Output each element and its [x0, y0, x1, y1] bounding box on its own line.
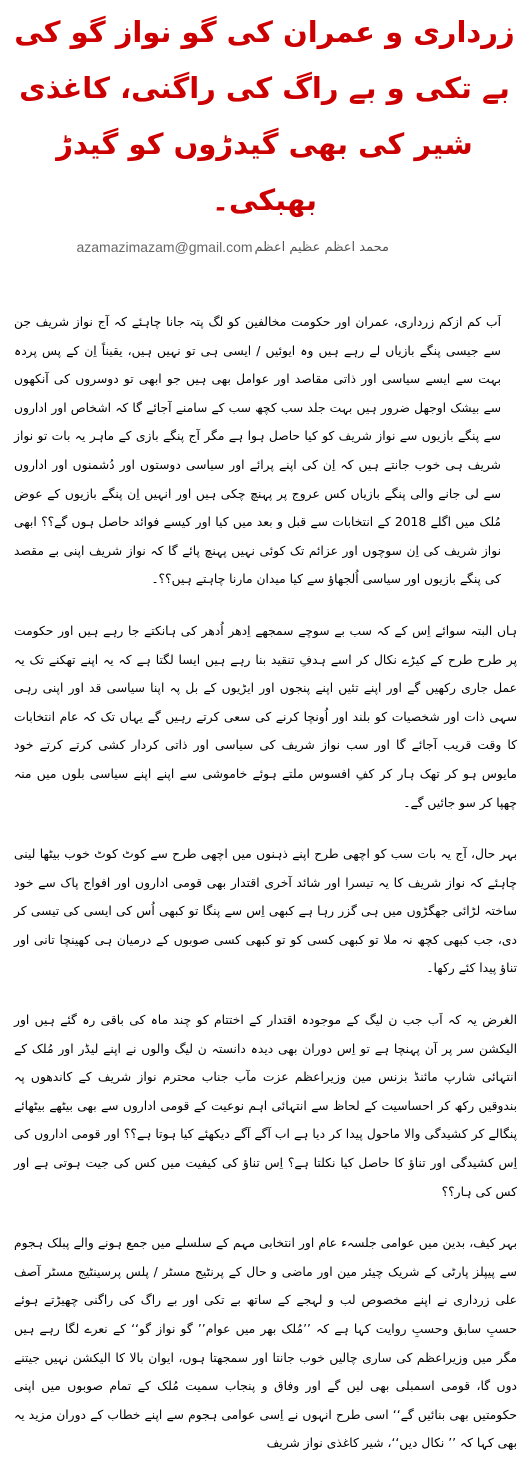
paragraph-1: اَب کم ازکم زرداری، عمران اور حکومت مخالفین کو لگ پتہ جانا چاہئے کہ آج نواز شریف جن سے جیسی پنگے بازیاں لے رہے ہیں وہ ایوئیں / ایسی ہی تو نہیں ہیں، یقیناً اِن کے پس پردہ بہت سے ایسے سیاسی اور ذاتی مقاصد اور عوامل بھی ہیں جو ابھی تو دوسروں کی آنکھوں سے بیشک اوجھل ضرور ہیں بہت جلد سب کچھ سب کے سامنے آجائے گا کہ اشخاص اور اداروں سے پنگے بازیوں سے نواز شریف کو کیا حاصل ہوا ہے مگر آج پنگے بازی کے ماہر یہ بات تو نواز شریف ہی خوب جانتے ہیں کہ اِن کی اپنے پرائے اور سیاسی دوستوں اور دُشمنوں اور اداروں سے لی جانے والی پنگے بازیاں کس عروج پر پہنچ چکی ہیں اور انہیں اِن پنگے بازیوں کے عوض مُلک میں اگلے 2018 کے انتخابات سے قبل و بعد میں کیا اور کیسے فوائد حاصل ہوں گے؟؟ ابھی نواز شریف کی اِن سوچوں اور عزائم تک کوئی نہیں پہنچ پائے گا کہ نواز شریف اپنی بے مقصد کی پنگے بازیوں اور سیاسی اُلجھاؤ سے کیا میدان مارنا چاہتے ہیں؟؟۔: [14, 315, 501, 587]
byline: [10, 232, 519, 262]
paragraph-2: ہاں البتہ سوائے اِس کے کہ سب بے سوچے سمجھے اِدھر اُدھر کی ہانکتے جا رہے ہیں اور حکومت پر طرح طرح کے کیڑے نکال کر اسے ہدفِ تنقید بنا رہے ہیں ایسا لگتا ہے کہ یہ اپنے تھکنے تک یہ عمل جاری رکھیں گے اور اپنے تئیں اپنے پنجوں اور ایڑیوں کے بل پہ اپنا سیاسی قد اور اپنی رہی سہی ذات اور شخصیات کو بلند اور اُونچا کرنے کی سعی کرتے رہیں گے یہاں تک کہ عام انتخابات کا وقت قریب آجائے گا اور سب نواز شریف کی سیاسی اور ذاتی کردار کشی کرتے کرتے خود مایوس ہو کر تھک ہار کر کفِ افسوس ملتے ہوئے خاموشی سے اپنے اپنے سیاسی بلوں میں منہ چھپا کر سو جائیں گے۔: [14, 623, 517, 810]
paragraph-5: بہر کیف، بدین میں عوامی جلسہء عام اور انتخابی مہم کے سلسلے میں جمع ہونے والے پبلک ہجوم سے پیپلز پارٹی کے شریک چیئر مین اور ماضی و حال کے پرنٹیج مسٹر / پلس پرسینٹیج مسٹر آصف علی زرداری نے اپنے مخصوص لب و لہجے کے ساتھ بے تکی اور بے راگ کی راگنی چھیڑتے ہوئے حسبِ سابق وحسبِ روایت کہا ہے کہ ’’مُلک بھر میں عوام’’ گو نواز گو‘‘ کے نعرے لگا رہے ہیں مگر میں وزیراعظم کی ساری چالیں خوب جانتا اور سمجھتا ہوں، ایوان بالا کا الیکشن نہیں جیتنے دوں گا، قومی اسمبلی بھی لیں گے اور وفاق و پنجاب سمیت مُلک کے تمام صوبوں میں اپنی حکومتیں بھی بنائیں گے‘‘ اسی طرح انہوں نے اِسی عوامی ہجوم سے اپنے خطاب کے دوران مزید یہ بھی کہا کہ ’’ نکال دیں‘‘، شیر کاغذی نواز شریف: [14, 1236, 517, 1451]
article-headline: زرداری و عمران کی گو نواز گو کی بے تکی و بے راگ کی راگنی، کاغذی شیر کی بھی گیدڑوں کو گیدڑ بھبکی۔: [14, 15, 515, 217]
paragraph-3: بہر حال، آج یہ بات سب کو اچھی طرح اپنے ذہنوں میں اچھی طرح سے کوٹ کوٹ خوب بیٹھا لینی چاہئے کہ نواز شریف کا یہ تیسرا اور شائد آخری اقتدار بھی قومی اداروں اور افواج پاک سے خود ساختہ لڑائی جھگڑوں میں ہی گزر رہا ہے کبھی اِس سے پنگا تو کبھی اُس کی ایسی کی تیسی کر دی، جب کبھی کچھ نہ ملا تو کبھی کسی کو تو کبھی کسی صوبوں کے درمیان ہی کھینچا تانی اور تناؤ پیدا کئے رکھا۔: [14, 847, 517, 976]
author-name: محمد اعظم عظیم اعظم: [254, 239, 389, 255]
author-email[interactable]: azamazimazam@gmail.com: [76, 239, 253, 255]
paragraph-4: الغرض یہ کہ اَب جب ن لیگ کے موجودہ اقتدار کے اختتام کو چند ماہ کی باقی رہ گئے ہیں اور الیکشن سر پر آن پہنچا ہے تو اِس دوران بھی دیدہ دانستہ ن لیگ والوں نے اپنے لیڈر اور مُلک کے انتہائی شارپ مائنڈ بزنس مین وزیراعظم عزت مآب جناب محترم نواز شریف کے کاندھوں پہ بندوقیں رکھ کر احساسیت کے لحاظ سے انتہائی اہم نوعیت کے قومی اداروں سے بھی بیٹھے بیٹھائے پنگالے کر کشیدگی والا ماحول پیدا کر دیا ہے اب آگے آگے دیکھئے کیا ہوتا ہے؟؟ اور قومی اداروں کی اِس کشیدگی اور تناؤ کا حاصل کیا نکلتا ہے؟ اِس تناؤ کی کیفیت میں کس کی جیت ہوتی ہے اور کس کی ہار؟؟: [14, 1013, 517, 1199]
article-body: [10, 308, 519, 1458]
